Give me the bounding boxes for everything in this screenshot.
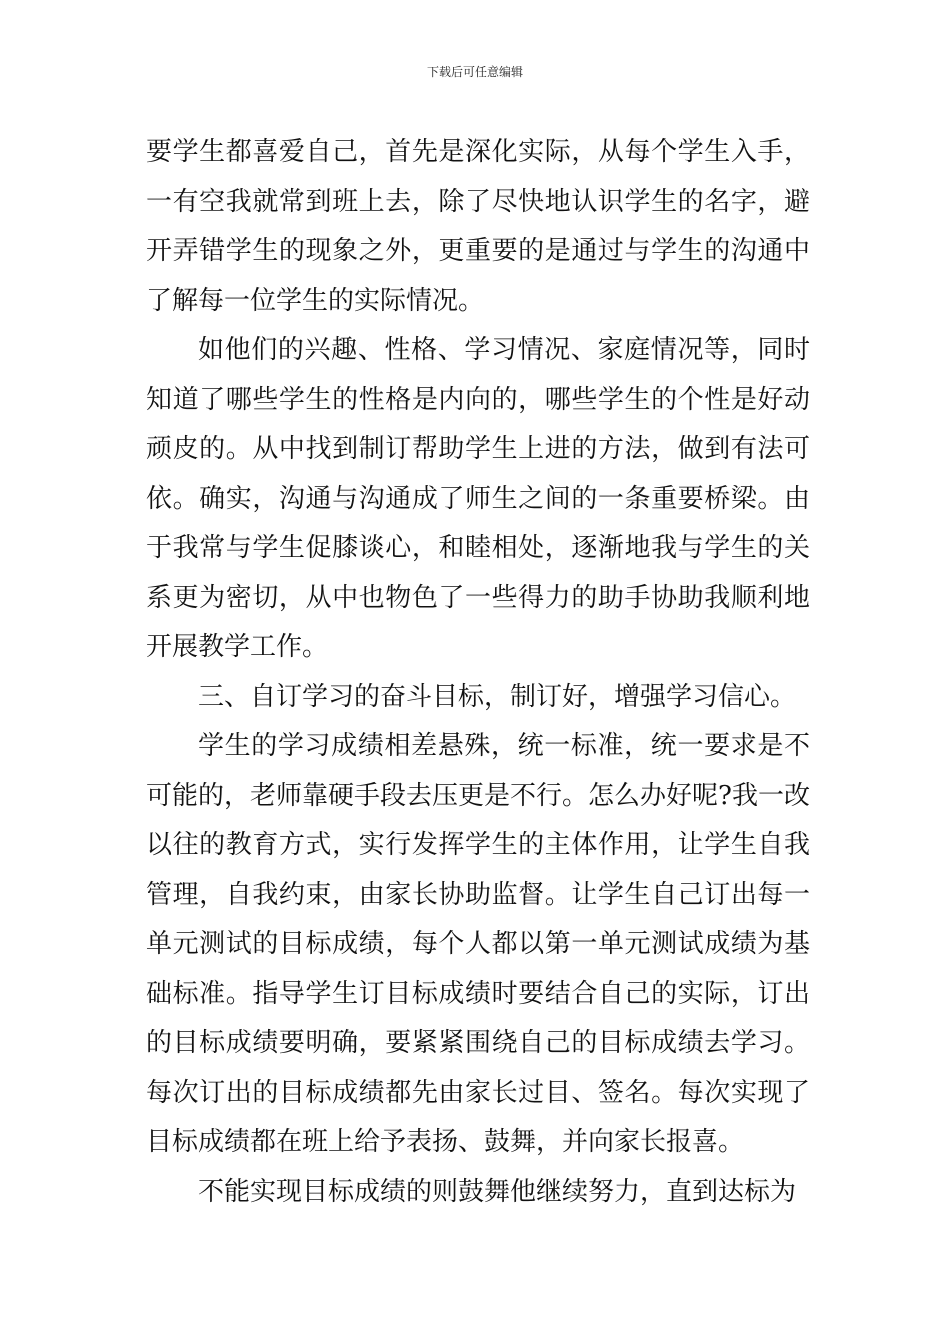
paragraph-5: 不能实现目标成绩的则鼓舞他继续努力，直到达标为	[198, 1176, 797, 1207]
paragraph-2: 如他们的兴趣、性格、学习情况、家庭情况等，同时知道了哪些学生的性格是内向的，哪些学生的个性是好动顽皮的。从中找到制订帮助学生上进的方法，做到有法可依。确实，沟通与沟通成了师生之间的一条重要桥梁。由于我常与学生促膝谈心，和睦相处，逐渐地我与学生的关系更为密切，从中也物色了一些得力的助手协助我顺利地开展教学工作。	[146, 335, 810, 662]
paragraph-1: 要学生都喜爱自己，首先是深化实际，从每个学生入手，一有空我就常到班上去，除了尽快地认识学生的名字，避开弄错学生的现象之外，更重要的是通过与学生的沟通中了解每一位学生的实际情况。	[146, 137, 810, 316]
document-body	[146, 128, 810, 1217]
page-header: 下载后可任意编辑	[426, 65, 523, 79]
paragraph-4: 学生的学习成绩相差悬殊，统一标准，统一要求是不可能的，老师靠硬手段去压更是不行。怎么办好呢?我一改以往的教育方式，实行发挥学生的主体作用，让学生自我管理，自我约束，由家长协助监督。让学生自己订出每一单元测试的目标成绩，每个人都以第一单元测试成绩为基础标准。指导学生订目标成绩时要结合自己的实际，订出的目标成绩要明确，要紧紧围绕自己的目标成绩去学习。每次订出的目标成绩都先由家长过目、签名。每次实现了目标成绩都在班上给予表扬、鼓舞，并向家长报喜。	[146, 731, 810, 1157]
section-heading-3: 三、自订学习的奋斗目标，制订好，增强学习信心。	[198, 681, 797, 712]
